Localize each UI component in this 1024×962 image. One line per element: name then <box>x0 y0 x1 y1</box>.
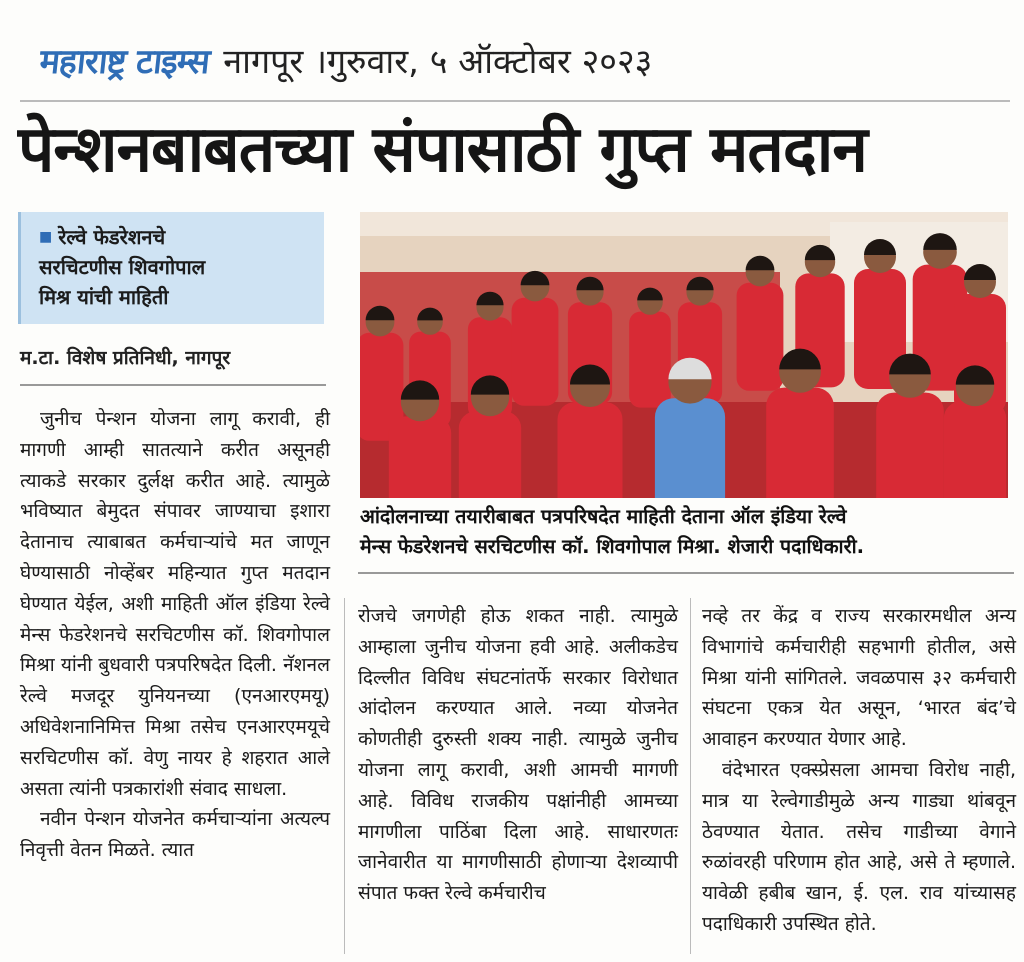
article-line: अत्यल्प निवृत्ती वेतन मिळते. त्यात <box>20 808 330 862</box>
article-line: थांबवून ठेवण्यात येतात. तसेच गाडीच्या <box>702 789 1016 843</box>
article-column-2 <box>358 601 678 909</box>
article-line: करण्यात आले. नव्या योजनेत कोणतीही <box>358 697 678 751</box>
column-separator <box>344 598 345 954</box>
article-column-1 <box>20 404 330 866</box>
article-line: (एनआरएमयू) अधिवेशनानिमित्त मिश्रा <box>20 685 330 738</box>
article-line: तसेच एनआरएमयूचे सरचिटणीस कॉ. <box>20 715 330 769</box>
article-line: वंदेभारत एक्स्प्रेसला आमचा विरोध <box>722 758 980 781</box>
article-line: इशारा देतानाच त्याबाबत कर्मचाऱ्यांचे <box>20 500 330 554</box>
article-paragraph <box>20 804 330 866</box>
caption-line: आंदोलनाच्या तयारीबाबत पत्रपरिषदेत माहिती देताना ऑल इंडिया रेल्वे <box>360 505 847 528</box>
article-line: संघटनांतर्फे सरकार विरोधात आंदोलन <box>358 666 679 720</box>
photo-illustration <box>360 212 1008 498</box>
dateline: नागपूर ।गुरुवार, ५ ऑक्टोबर २०२३ <box>223 42 653 82</box>
article-line: फेडरेशनचे सरचिटणीस कॉ. शिवगोपाल <box>59 623 330 646</box>
article-line: बंद’चे आवाहन करण्यात येणार आहे. <box>702 697 1016 751</box>
subheading-box <box>18 212 324 324</box>
article-line: पत्रकारांशी संवाद साधला. <box>112 777 288 800</box>
subheading-line: मिश्र यांची माहिती <box>39 285 169 309</box>
article-line: कर्मचारी संघटना एकत्र येत असून, ‘भारत <box>702 666 1016 720</box>
article-line: आहे. अलीकडेच दिल्लीत विविध <box>358 635 678 689</box>
subheading-line: सरचिटणीस शिवगोपाल <box>39 255 206 279</box>
article-line: विभागांचे कर्मचारीही सहभागी होतील, <box>702 635 989 658</box>
caption-divider <box>358 572 1014 574</box>
article-line: वेगाने रुळांवरही परिणाम होत आहे, असे <box>702 820 1016 874</box>
article-line: लागू करावी, अशी आमची मागणी आहे. <box>358 758 679 812</box>
article-paragraph <box>20 404 330 804</box>
article-line: नव्हे तर केंद्र व राज्य सरकारमधील अन्य <box>702 605 1016 627</box>
article-line: मिश्रा यांनी बुधवारी पत्रपरिषदेत दिली. <box>20 654 284 677</box>
article-line: महिन्यात गुप्त मतदान घेण्यात येईल, <box>20 561 330 615</box>
article-line: वेणु नायर हे शहरात आले असता त्यांनी <box>20 746 331 800</box>
article-line: जुनीच पेन्शन योजना लागू करावी, ही <box>40 408 330 430</box>
headline: पेन्शनबाबतच्या संपासाठी गुप्त मतदान <box>18 113 867 187</box>
article-line: असे मिश्रा यांनी सांगितले. जवळपास ३२ <box>702 635 1016 689</box>
square-bullet-icon: ■ <box>39 229 53 245</box>
press-conference-photo <box>360 212 1008 498</box>
article-line: मागणीला पाठिंबा दिला आहे. साधारणतः <box>358 820 678 843</box>
article-line: ते म्हणाले. यावेळी हबीब खान, ई. एल. <box>702 851 1016 905</box>
article-paragraph <box>702 755 1016 940</box>
article-line: नॅशनल रेल्वे मजदूर युनियनच्या <box>20 654 330 708</box>
photo-caption <box>360 502 1014 562</box>
column-separator <box>690 598 691 954</box>
article-line: नवीन पेन्शन योजनेत कर्मचाऱ्यांना <box>40 808 280 831</box>
article-line: दुरुस्ती शक्य नाही. त्यामुळे जुनीच योजना <box>358 728 678 781</box>
article-paragraph <box>702 601 1016 755</box>
article-line: जानेवारीत या मागणीसाठी होणाऱ्या <box>358 851 617 874</box>
article-line: मत जाणून घेण्यासाठी नोव्हेंबर <box>20 531 330 584</box>
article-line: देशव्यापी संपात फक्त रेल्वे कर्मचारीच <box>358 851 678 905</box>
article-line: त्याकडे सरकार दुर्लक्ष करीत आहे. <box>20 469 283 492</box>
article-paragraph <box>358 601 678 909</box>
article-line: मागणी आम्ही सातत्याने करीत असूनही <box>20 438 330 461</box>
article-line: रोजचे जगणेही होऊ शकत नाही. <box>358 605 631 627</box>
subheading-line: ■ रेल्वे फेडरेशनचे <box>39 225 166 249</box>
caption-line: मेन्स फेडरेशनचे सरचिटणीस कॉ. शिवगोपाल मिश्रा. शेजारी पदाधिकारी. <box>360 535 865 558</box>
article-line: राव यांच्यासह पदाधिकारी उपस्थित होते. <box>702 882 1016 935</box>
masthead-divider <box>20 100 1010 102</box>
newspaper-logo: महाराष्ट्र टाइम्स <box>37 42 212 82</box>
masthead <box>37 32 653 88</box>
article-line: विविध राजकीय पक्षांनीही आमच्या <box>411 789 678 812</box>
byline: म.टा. विशेष प्रतिनिधी, नागपूर <box>20 347 231 369</box>
byline-divider <box>20 384 326 386</box>
article-line: अशी माहिती ऑल इंडिया रेल्वे मेन्स <box>20 592 330 646</box>
article-line: त्यामुळे आम्हाला जुनीच योजना हवी <box>358 605 678 658</box>
article-column-3 <box>702 601 1016 940</box>
article-line: त्यामुळे भविष्यात बेमुदत संपावर जाण्याचा <box>20 469 330 523</box>
article-line: नाही, मात्र या रेल्वेगाडीमुळे अन्य गाड्या <box>702 758 1016 812</box>
